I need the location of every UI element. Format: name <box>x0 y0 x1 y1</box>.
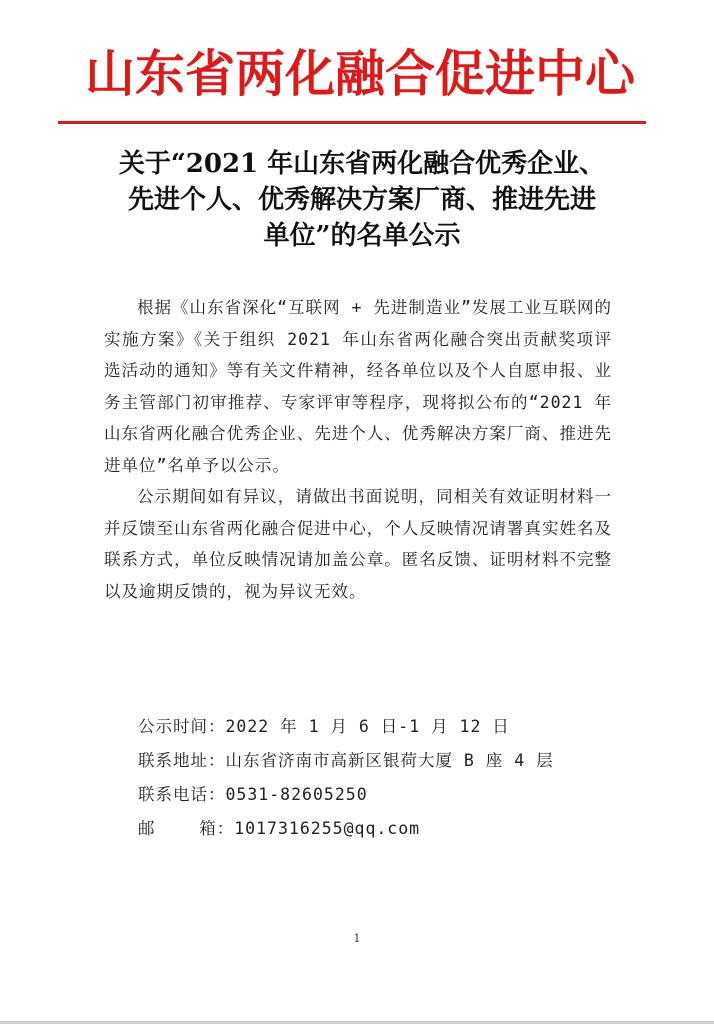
letterhead-red-rule <box>58 121 646 124</box>
contact-info <box>138 710 618 846</box>
contact-address: 联系地址：山东省济南市高新区银荷大厦 B 座 4 层 <box>138 751 554 770</box>
contact-phone: 联系电话：0531-82605250 <box>138 785 368 804</box>
body-paragraph: 根据《山东省深化“互联网 + 先进制造业”发展工业互联网的实施方案》《关于组织 2021 年山东省两化融合突出贡献奖项评选活动的通知》等有关文件精神，经各单位以及个人自愿申报、业务主管部门初审推荐、专家评审等程序，现将拟公布的“2021 年山东省两化融合优秀企业、先进个人、优秀解决方案厂商、推进先进单位”名单予以公示。 <box>104 298 612 475</box>
publicity-period: 公示时间：2022 年 1 月 6 日-1 月 12 日 <box>138 717 510 736</box>
document-title <box>92 146 632 254</box>
document-title-line: 关于“2021 年山东省两化融合优秀企业、 <box>118 149 606 179</box>
org-letterhead-title: 山东省两化融合促进中心 <box>85 45 635 103</box>
document-title-line: 单位”的名单公示 <box>263 221 461 251</box>
contact-email: 邮 箱：1017316255@qq.com <box>138 819 421 838</box>
document-body <box>104 292 612 607</box>
body-paragraph: 公示期间如有异议，请做出书面说明，同相关有效证明材料一并反馈至山东省两化融合促进中心，个人反映情况请署真实姓名及联系方式，单位反映情况请加盖公章。匿名反馈、证明材料不完整以及逾期反馈的，视为异议无效。 <box>104 487 612 601</box>
page-number: 1 <box>353 932 361 945</box>
document-title-line: 先进个人、优秀解决方案厂商、推进先进 <box>127 185 596 215</box>
